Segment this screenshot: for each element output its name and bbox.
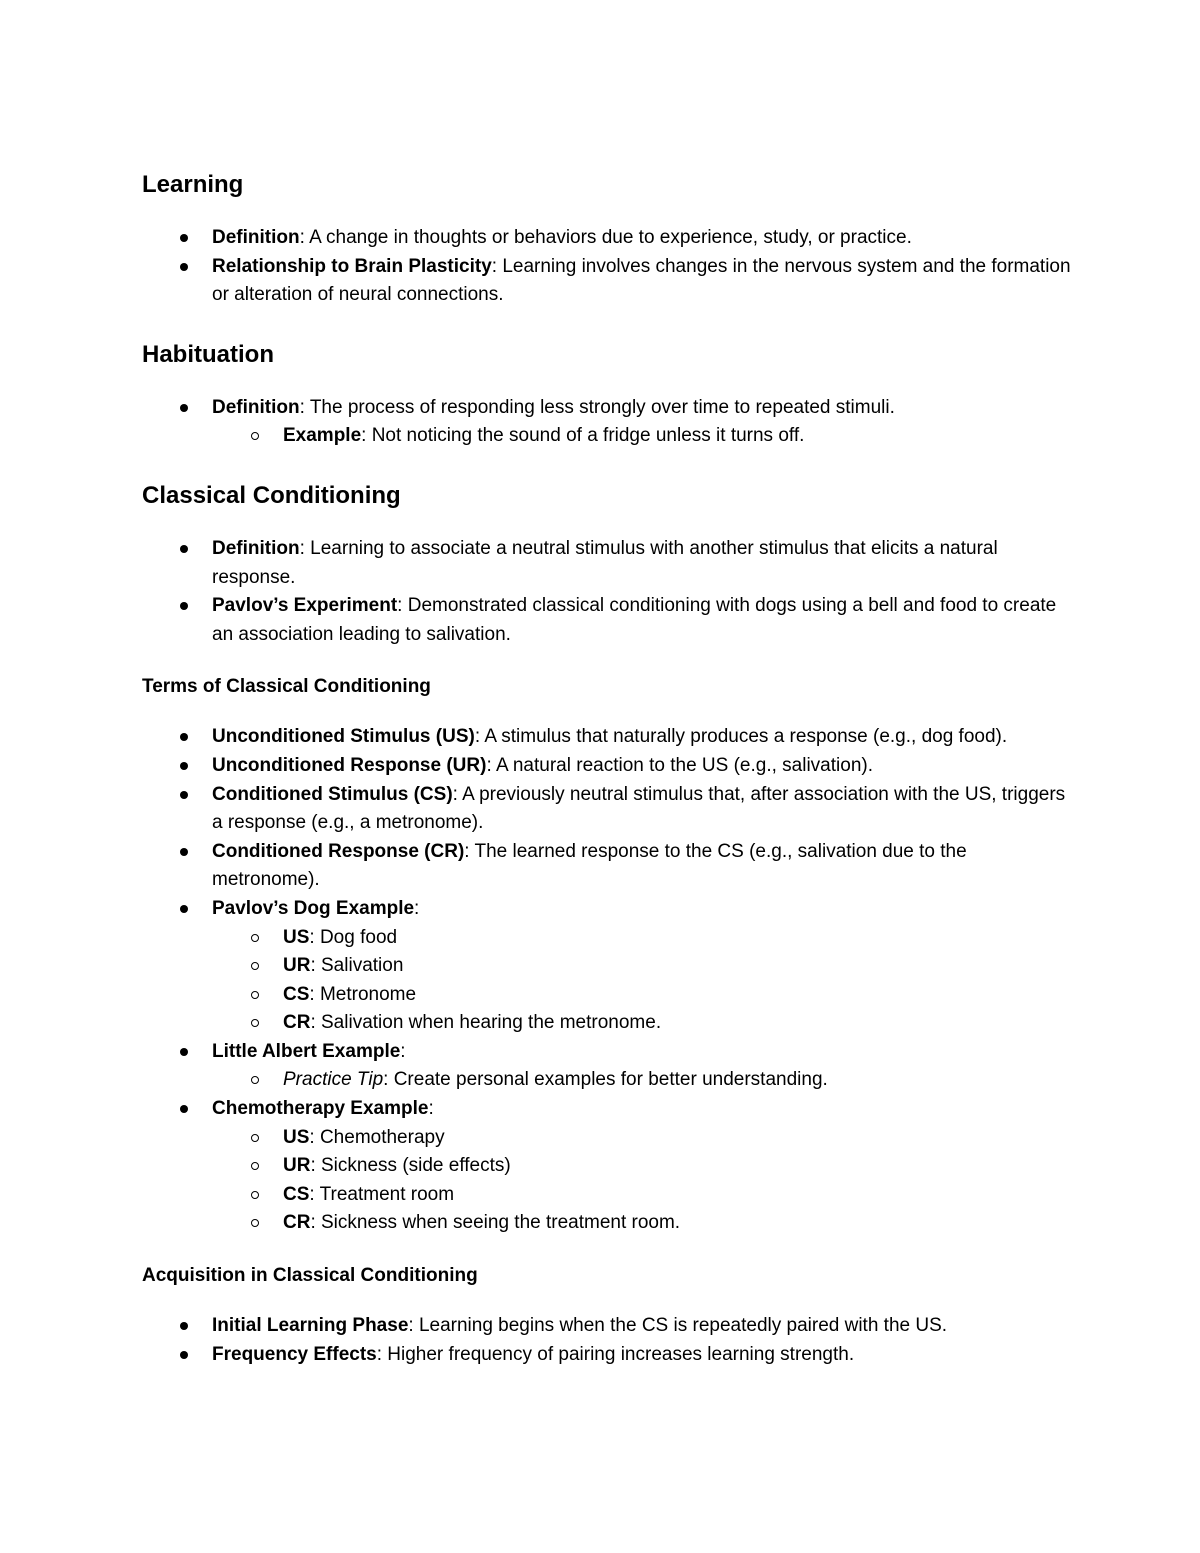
list-item <box>142 723 1072 752</box>
sublist <box>212 1124 1072 1238</box>
sublist-item <box>212 1209 1072 1238</box>
term-text: : The process of responding less strongly over time to repeated stimuli. <box>299 396 895 418</box>
term-text: : Metronome <box>309 983 417 1005</box>
heading-habituation: Habituation <box>142 340 274 368</box>
term-label: Definition <box>212 537 300 559</box>
term-label: Conditioned Stimulus (CS) <box>212 783 453 805</box>
term-text: : Salivation when hearing the metronome. <box>310 1012 662 1034</box>
bullet-icon <box>180 905 188 913</box>
term-label: Little Albert Example <box>212 1040 401 1062</box>
term-text: : A previously neutral stimulus that, after association with the US, triggers a response (e.g., a metronome). <box>212 783 1066 834</box>
term-label: Relationship to Brain Plasticity <box>212 255 492 277</box>
bullet-icon <box>180 791 188 799</box>
term-text: : A natural reaction to the US (e.g., salivation). <box>486 754 873 776</box>
list-item <box>142 535 1072 592</box>
sublist-item <box>212 1152 1072 1181</box>
term-label: CS <box>283 1183 310 1205</box>
term-label: Chemotherapy Example <box>212 1098 429 1120</box>
term-label: CR <box>283 1212 311 1234</box>
terms-list <box>142 723 1072 1238</box>
term-text: : Sickness when seeing the treatment room. <box>310 1212 681 1234</box>
bullet-icon <box>180 263 188 271</box>
term-text: : <box>414 897 420 919</box>
list-item <box>142 1038 1072 1095</box>
term-text: : Sickness (side effects) <box>310 1155 511 1177</box>
sublist-item <box>212 422 1072 451</box>
term-text: : <box>428 1098 434 1120</box>
bullet-icon <box>180 234 188 242</box>
hollow-bullet-icon <box>251 1076 259 1084</box>
term-label: Definition <box>212 227 300 248</box>
bullet-icon <box>180 733 188 741</box>
bullet-icon <box>180 1351 188 1359</box>
term-label: CR <box>283 1012 311 1034</box>
hollow-bullet-icon <box>251 432 259 440</box>
term-label: Unconditioned Response (UR) <box>212 754 487 776</box>
sublist-item <box>212 1181 1072 1210</box>
bullet-icon <box>180 762 188 770</box>
term-label: Conditioned Response (CR) <box>212 840 465 862</box>
list-item <box>142 592 1072 649</box>
bullet-icon <box>180 545 188 553</box>
heading-learning: Learning <box>142 171 244 198</box>
term-text: : Not noticing the sound of a fridge unless it turns off. <box>361 425 805 447</box>
hollow-bullet-icon <box>251 1134 259 1142</box>
term-label: Pavlov’s Experiment <box>212 595 398 617</box>
list-item <box>142 1341 1072 1370</box>
term-label: Pavlov’s Dog Example <box>212 897 415 919</box>
sublist <box>212 1066 1072 1095</box>
bullet-icon <box>180 1048 188 1056</box>
term-text: : Learning to associate a neutral stimulus with another stimulus that elicits a natural response. <box>212 537 998 588</box>
list-item <box>142 752 1072 781</box>
term-text: : Chemotherapy <box>309 1126 445 1148</box>
heading-terms: Terms of Classical Conditioning <box>142 676 431 698</box>
classical-list <box>142 535 1072 649</box>
term-text: : Treatment room <box>309 1183 455 1205</box>
list-item <box>142 781 1072 838</box>
hollow-bullet-icon <box>251 962 259 970</box>
sublist-item <box>212 924 1072 953</box>
term-text: : A change in thoughts or behaviors due to experience, study, or practice. <box>299 227 912 248</box>
bullet-icon <box>180 848 188 856</box>
list-item <box>142 1095 1072 1238</box>
term-label: Initial Learning Phase <box>212 1315 409 1337</box>
sublist-item <box>212 1009 1072 1038</box>
hollow-bullet-icon <box>251 1019 259 1027</box>
list-item <box>142 394 1072 451</box>
term-text: : Learning begins when the CS is repeatedly paired with the US. <box>408 1315 948 1337</box>
term-label: Practice Tip <box>283 1069 384 1091</box>
term-text: : The learned response to the CS (e.g., salivation due to the metronome). <box>212 840 967 891</box>
term-label: Unconditioned Stimulus (US) <box>212 726 475 748</box>
learning-list <box>142 224 1072 310</box>
heading-classical-conditioning: Classical Conditioning <box>142 481 401 509</box>
term-label: Definition <box>212 396 300 418</box>
sublist <box>212 924 1072 1038</box>
sublist-item <box>212 1124 1072 1153</box>
habituation-list <box>142 394 1072 451</box>
term-text: : Demonstrated classical conditioning with dogs using a bell and food to create an association leading to salivation. <box>212 595 1057 645</box>
bullet-icon <box>180 602 188 610</box>
hollow-bullet-icon <box>251 1191 259 1199</box>
term-text: : Salivation <box>310 955 404 977</box>
term-text: : Higher frequency of pairing increases learning strength. <box>376 1343 855 1365</box>
list-item <box>142 253 1072 310</box>
document-page <box>142 166 1072 1369</box>
term-label: US <box>283 1126 310 1148</box>
term-text: : <box>400 1040 406 1062</box>
sublist <box>212 422 1072 451</box>
term-label: UR <box>283 1155 311 1177</box>
hollow-bullet-icon <box>251 991 259 999</box>
bullet-icon <box>180 1105 188 1113</box>
term-text: : A stimulus that naturally produces a response (e.g., dog food). <box>474 726 1008 748</box>
term-text: : Learning involves changes in the nervous system and the formation or alteration of neural connections. <box>212 255 1071 306</box>
bullet-icon <box>180 404 188 412</box>
term-label: Frequency Effects <box>212 1343 377 1365</box>
list-item <box>142 224 1072 253</box>
list-item <box>142 838 1072 895</box>
sublist-item <box>212 981 1072 1010</box>
term-text: : Create personal examples for better understanding. <box>383 1069 828 1091</box>
term-label: Example <box>283 425 362 447</box>
heading-acquisition: Acquisition in Classical Conditioning <box>142 1265 478 1287</box>
hollow-bullet-icon <box>251 1219 259 1227</box>
hollow-bullet-icon <box>251 934 259 942</box>
term-label: US <box>283 926 310 948</box>
sublist-item <box>212 952 1072 981</box>
term-text: : Dog food <box>309 926 398 948</box>
acquisition-list <box>142 1312 1072 1369</box>
list-item <box>142 1312 1072 1341</box>
list-item <box>142 895 1072 1038</box>
sublist-item <box>212 1066 1072 1095</box>
term-label: UR <box>283 955 311 977</box>
hollow-bullet-icon <box>251 1162 259 1170</box>
term-label: CS <box>283 983 310 1005</box>
bullet-icon <box>180 1322 188 1330</box>
